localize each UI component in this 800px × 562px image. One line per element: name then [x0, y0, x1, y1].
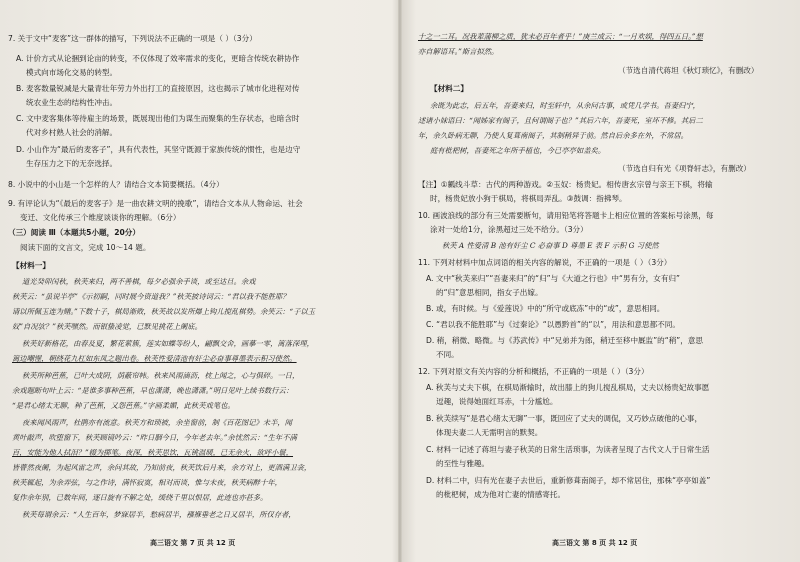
q8-stem: 8. 小说中的小山是一个怎样的人？请结合文本简要概括。（4分）: [8, 180, 224, 189]
q11-option-b: B. 或，有时候。与《爱莲说》中的“所守或底冻”中的“或”，意思相同。: [426, 304, 665, 313]
page-8: [402, 0, 800, 562]
q12-option-a: A. 秋芙与丈夫下棋，在棋局渐输时，故出膝上的狗儿搅乱棋局，丈夫以杨贵妃故事愿: [426, 383, 710, 392]
q11-option-a-cont: 的“归”意思相同，指女子出嫁。: [436, 288, 543, 297]
classical-line: 秋芙云：“虽说半亭”《示初嗣，同时展今资道我？”秋芙披诗词云：“君以我不能胜耶？: [12, 292, 290, 301]
q7-stem: 7. 关于文中“麦客”这一群体的描写，下列说法不正确的一项是（ ）（3分）: [8, 34, 257, 43]
source-note-1: （节选自清代蒋坦《秋灯琐忆》，有删改）: [618, 66, 759, 75]
q7-option-c-cont: 代对乡村熟人社会的消解。: [26, 128, 118, 137]
q10-stem: 10. 画波浪线的部分有三处需要断句，请用铅笔将答题卡上相应位置的答案标号涂黑，每: [418, 211, 714, 220]
classical-line: 述诸小妹语曰：“闻姊家有阁子，且何谓阁子也？”其后六年，吾妻死，室坏不修。其后二: [418, 116, 703, 125]
classical-line: “是君心绪太无聊，种了芭蕉，又怨芭蕉。”字画柔媚，此秋芙戏笔也。: [12, 401, 235, 410]
q7-option-c: C. 文中麦客集体等待雇主的场景，既展现出他们为谋生而聚集的生存状态，也暗含时: [16, 114, 300, 123]
q11-option-c: C. “君以我不能胜耶”与《过秦论》“以愚黔首”的“以”，用法和意思都不同。: [426, 320, 680, 329]
classical-line: 百，安能为他人拭泪？”辍为掷笔。夜深，秋芙思饮，瓦铫温暖，已无余火，欲呼小鬟，: [12, 448, 294, 457]
classical-line: 十之一二耳。况我辈蒲柳之质，犹未必百年者乎！”庚兰成云：“一月欢娱，得四五日。”想: [418, 32, 703, 41]
classical-line: 年，余久卧病无聊，乃使人复葺南阁子，其制稍异于前。然自后余多在外，不常居。: [418, 131, 688, 140]
material-1-label: 【材料一】: [12, 261, 50, 270]
classical-line: 秋芙每谓余云：“人生百年，梦寐居半，愁病居半，襁褓垂老之日又居半，所仅存者，: [22, 510, 296, 519]
classical-line: 夜来闻风雨声，杜鹃亦有流意。秋芙方和琐被，余坐窗前，制《百花图记》未半，闻: [22, 418, 292, 427]
page-7: [0, 0, 398, 562]
page-footer: 高三语文 第 7 页 共 12 页: [150, 539, 236, 547]
q11-option-d-cont: 不同。: [436, 350, 459, 359]
q10-sentence: 秋芙 A 性爱清 B 池有奸尘 C 必奋事 D 尊墨 E 表 F 示积 G 习使然: [442, 241, 659, 250]
q9-stem: 9. 有评论认为“《最后的麦客子》是一曲农耕文明的挽歌”，请结合文本从人物命运、社会: [8, 199, 303, 208]
classical-line: 秋芙所种芭蕉，已叶大成阴，荫蔽帘帏。秋来风雨滴沥，枕上闻之，心与俱碎。一日，: [22, 371, 300, 380]
q11-option-d: D. 稍，稍微、略微。与《苏武传》中“兄弟并为郎，稍迁至移中厩监”的“稍”，意思: [426, 336, 704, 345]
q12-option-d: D. 材料二中，归有光在妻子去世后，重新修葺南阁子，却不常居住，那株“亭亭如盖”: [426, 476, 711, 485]
classical-line: 道光癸卯闰秋，秋芙来归，两不善棋，每夕必强余手谈，或至达旦。余戏: [22, 277, 256, 286]
q7-option-a: A. 计价方式从论捆到论亩的转变，不仅体现了效率需求的变化，更暗含传统农耕协作: [16, 54, 300, 63]
classical-line: 皆瞢然夜阑，为起风雷之声，余问其故，乃知前夜，秋芙饮后月来，余方对上，更酒满卫衾，: [12, 463, 312, 472]
q7-option-b: B. 麦客数量锐减是大量青壮年劳力外出打工的直接原因，这也揭示了城市化进程对传: [16, 84, 300, 93]
classical-line-wavy: 篱边嘲惺，朝绕花九杠如东凤之题出卷。秋芙性爱清池有奸尘必奋事尊墨表示积习使然。: [12, 354, 297, 363]
classical-line: 余既为此志，后五年，吾妻来归，时至轩中，从余问古事，或凭几学书。吾妻归宁，: [430, 101, 700, 110]
q12-option-a-cont: 逗趣，说得她面红耳赤，十分尴尬。: [436, 397, 558, 406]
page-footer: 高三语文 第 8 页 共 12 页: [552, 539, 638, 547]
q12-stem: 12. 下列对原文有关内容的分析和概括，不正确的一项是（ ）（3分）: [418, 367, 649, 376]
annotation-note: 【注】①瓤线斗草：古代的两种游戏。②玉奴：杨贵妃。相传唐玄宗曾与亲王下棋，将输: [418, 180, 713, 189]
classical-line: 请以所佩玉连为赌。”下数十子，棋局渐败，秋芙故以发所爆上钩儿搅乱棋势。余笑云：“子以玉: [12, 307, 315, 316]
q7-option-a-cont: 模式向市场化交易的转型。: [26, 68, 118, 77]
classical-line: 秋芙辄起，为余弄弦，与之作诗，满怀寂寞，相对而谈，惟与未夜，秋芙病醉十年，: [12, 478, 282, 487]
classical-line: 亦自解语耳。”斯言拟然。: [418, 47, 499, 56]
q12-option-c-cont: 的至性与雅趣。: [436, 459, 490, 468]
q9-stem-cont: 变迁、文化传承三个维度谈谈你的理解。（6分）: [20, 213, 181, 222]
q7-option-d-cont: 生存压力之下的无奈选择。: [26, 159, 118, 168]
q10-stem-cont: 涂对一处给1分，涂黑超过三处不给分。（3分）: [430, 225, 588, 234]
q12-option-d-cont: 的枇杷树，成为他对亡妻的情感寄托。: [436, 490, 566, 499]
q7-option-d: D. 小山作为“最后的麦客子”，具有代表性，其坚守既源于家族传统的惯性，也是边守: [16, 145, 301, 154]
q12-option-b-cont: 体现夫妻二人无需明言的默契。: [436, 428, 543, 437]
material-2-label: 【材料二】: [430, 84, 468, 93]
classical-line: 庭有枇杷树，吾妻死之年所手植也，今已亭亭如盖矣。: [430, 146, 606, 155]
q12-option-b: B. 秋芙续写“是君心绪太无聊”一事，既回应了丈夫的调侃，又巧妙点破他的心事，: [426, 414, 703, 423]
reading-instruction: 阅读下面的文言文，完成 10～14 题。: [20, 243, 151, 252]
classical-line: 黄叶敲声，吹堕窗下，秋芙顾镜吟云：“昨日胭今日，今年老去年。”余忧然云：“生年不满: [12, 433, 297, 442]
section-3-heading: （三）阅读 Ⅲ（本题共5小题，20分）: [8, 228, 140, 237]
q7-option-b-cont: 统农业生态的结构性冲击。: [26, 98, 118, 107]
q12-option-c: C. 材料一记述了蒋坦与妻子秋芙的日常生活琐事，为读者呈现了古代文人于日常生活: [426, 445, 710, 454]
q11-option-a: A. 文中“秋芙来归”“吾妻来归”的“归”与《大道之行也》中“男有分，女有归”: [426, 274, 680, 283]
classical-line: 余戏题断句叶上云：“是谁多事种芭蕉，早也潇潇，晚也潇潇。”明日见叶上续书数行云：: [12, 386, 294, 395]
annotation-note-cont: 时，杨贵妃放小狗于棋局，将棋局弄乱。③鼓调：指拂琴。: [430, 194, 627, 203]
q11-stem: 11. 下列对材料中加点词语的相关内容的解说，不正确的一项是（ ）（3分）: [418, 258, 672, 267]
source-note-2: （节选自归有光《项脊轩志》，有删改）: [618, 164, 751, 173]
classical-line: 奴”自况欤？”秋芙嘿然。而银蛰凌觉，已默见挑花上阑底。: [12, 322, 202, 331]
classical-line: 复作余年别，已数年间，逐日旋有不解之处，缓绕千里以恨居，此迹也亦甚多。: [12, 493, 268, 502]
classical-line: 秋芙好新格花，由春及夏，繁花萦簇，莲实如蝶等纷人，翩飘交舍，画摹一零，篱落深埋，: [22, 339, 314, 348]
